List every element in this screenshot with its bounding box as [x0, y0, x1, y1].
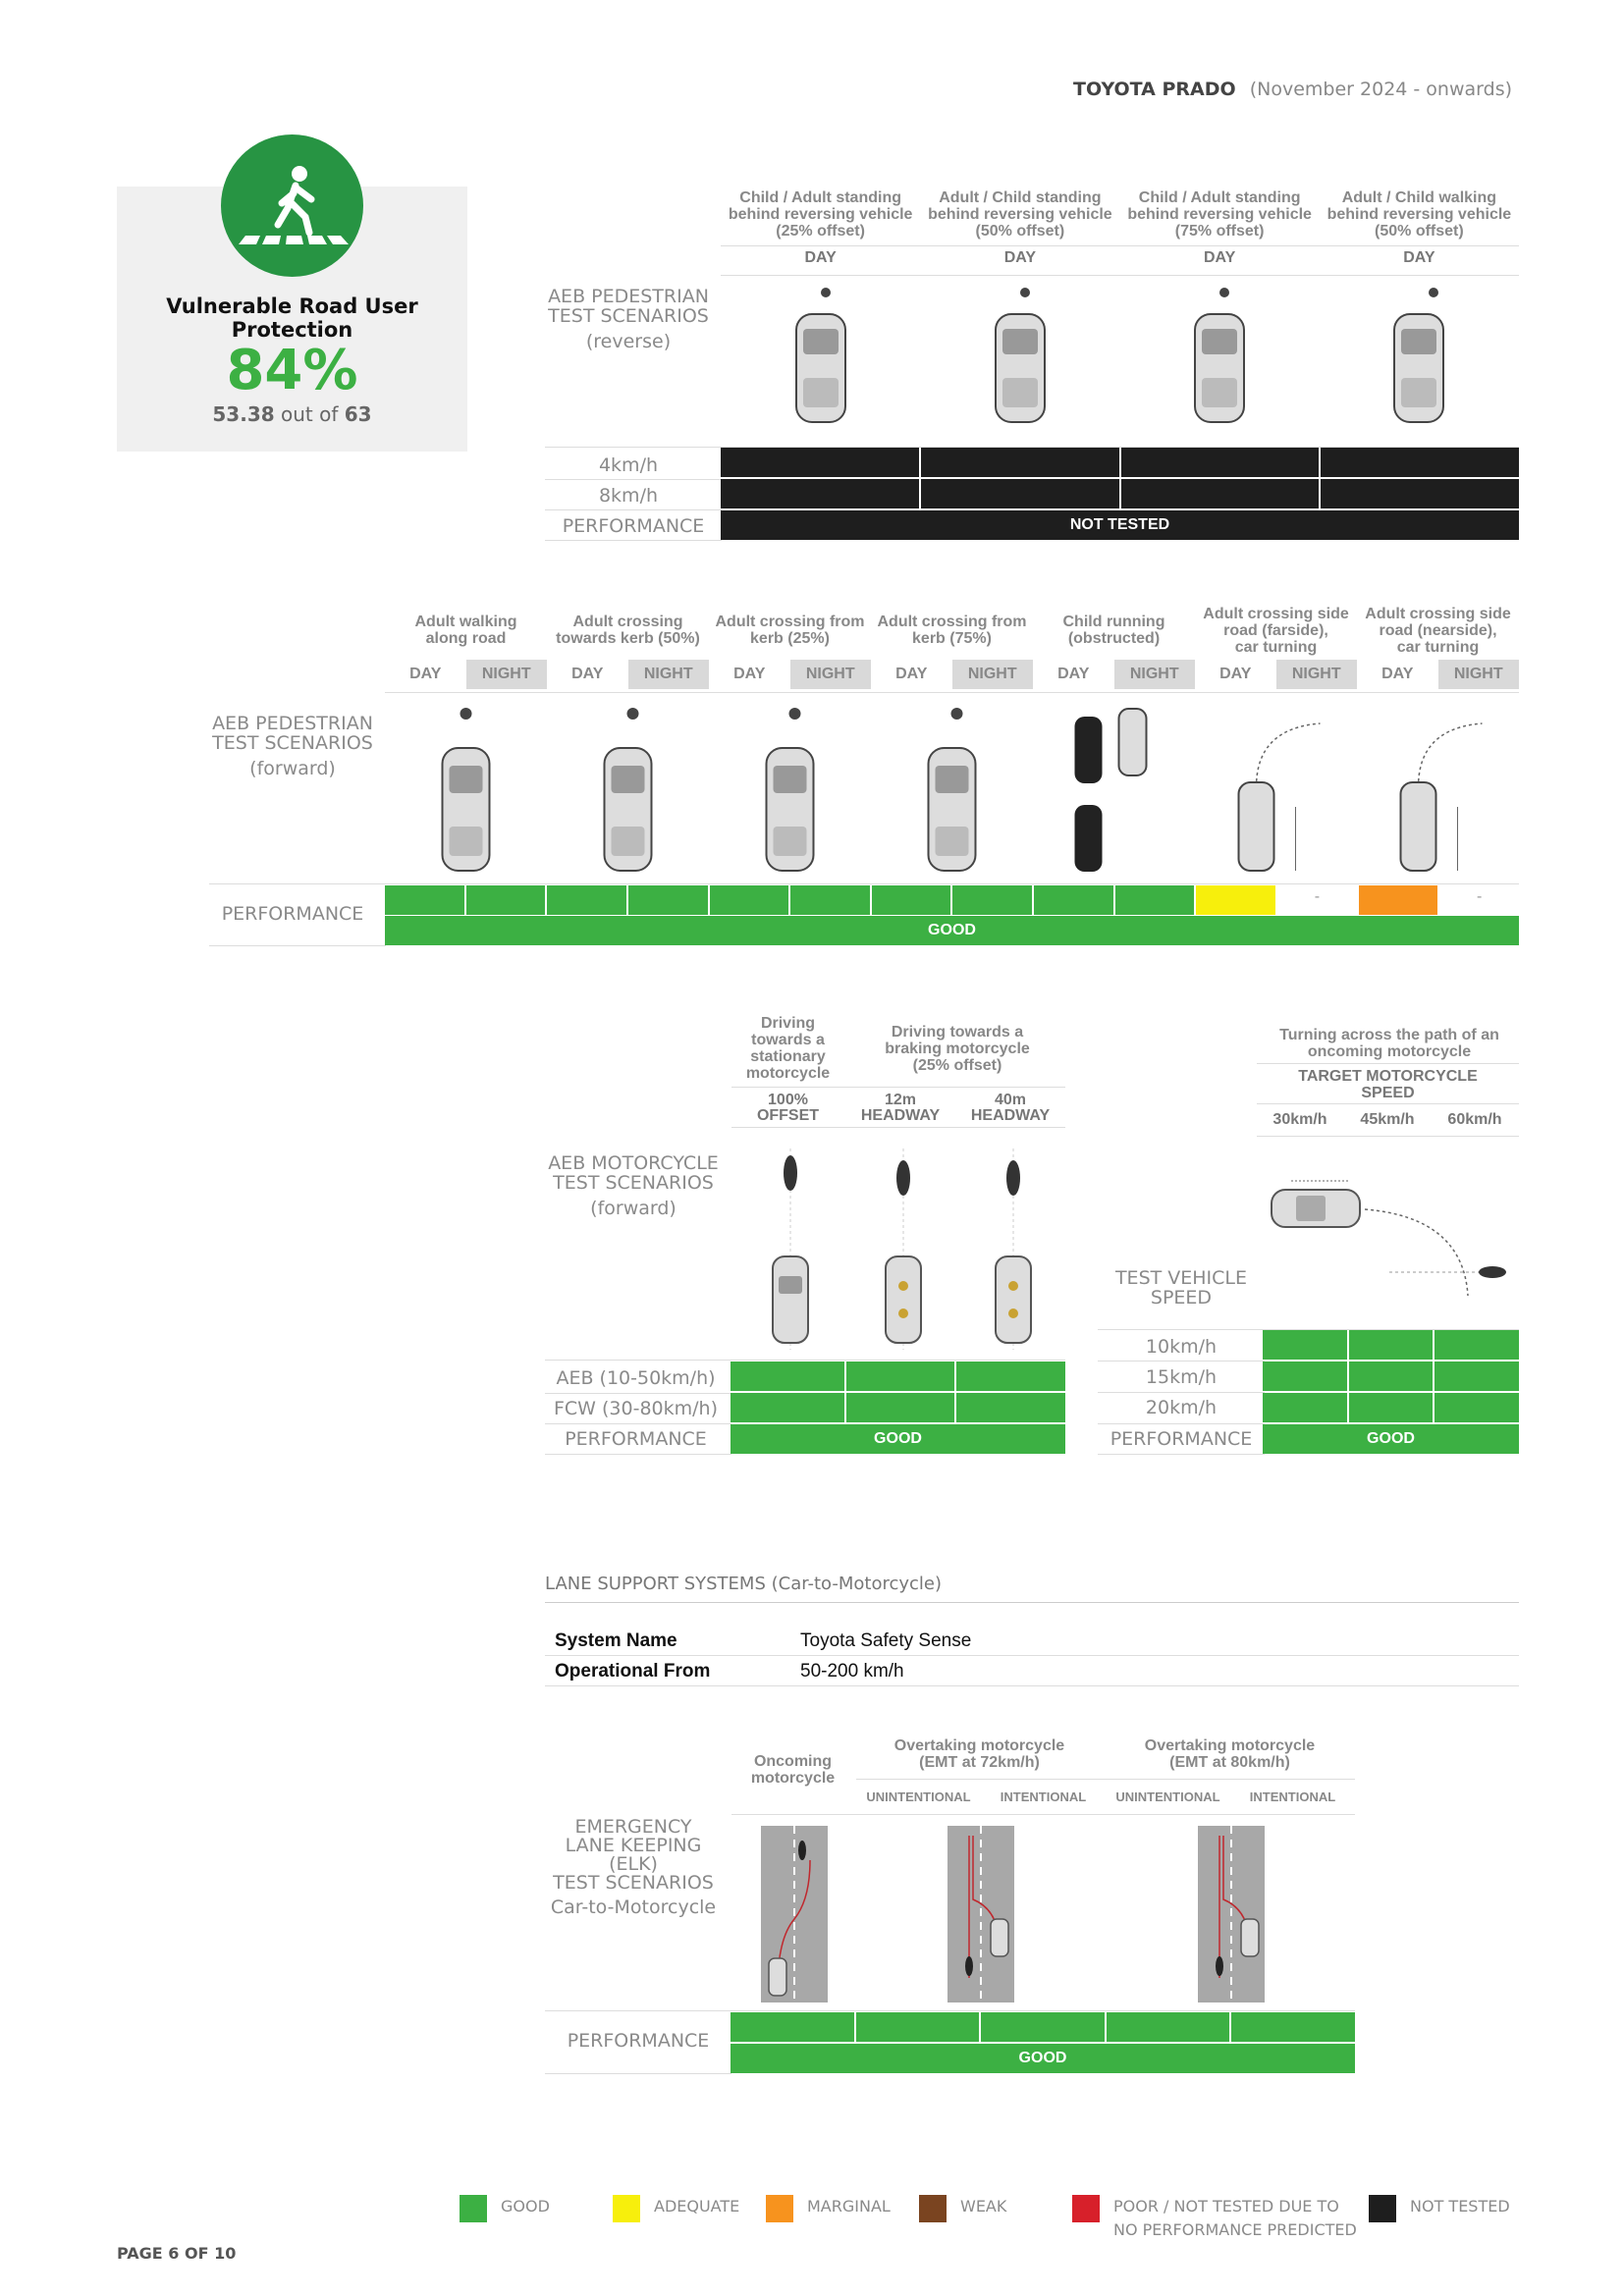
- moto-col-braking: Driving towards a braking motorcycle (25% offset): [885, 1024, 1030, 1074]
- forward-col-header-1: Adult walking along road: [414, 614, 517, 647]
- elk-sub-unintentional-1: UNINTENTIONAL: [866, 1789, 971, 1804]
- forward-daynight-1: [385, 660, 547, 689]
- forward-day-2: DAY: [571, 666, 604, 682]
- elk-sub-intentional-2: INTENTIONAL: [1249, 1789, 1336, 1804]
- moto-fcw-bar: [731, 1393, 1065, 1422]
- moto-braking-12m-graphic: [886, 1148, 921, 1350]
- forward-day-7: DAY: [1381, 666, 1414, 682]
- moto-title-1: AEB MOTORCYCLE: [548, 1152, 719, 1174]
- reverse-col-day-4: DAY: [1403, 249, 1435, 266]
- turning-result: GOOD: [1367, 1430, 1415, 1447]
- forward-night-2: NIGHT: [628, 660, 710, 689]
- forward-night-4: NIGHT: [952, 660, 1034, 689]
- score-out-of: out of: [281, 402, 339, 426]
- legend-weak-label: WEAK: [960, 2197, 1007, 2216]
- page-header: [1073, 79, 1512, 100]
- reverse-title-3: (reverse): [585, 331, 672, 352]
- reverse-row-8kmh: 8km/h: [598, 485, 659, 507]
- turning-20-bar: [1263, 1393, 1519, 1422]
- moto-row-performance: PERFORMANCE: [565, 1428, 707, 1450]
- summary-title: Vulnerable Road User Protection: [166, 294, 418, 342]
- turning-row-performance: PERFORMANCE: [1110, 1428, 1253, 1450]
- forward-night-6: NIGHT: [1276, 660, 1358, 689]
- legend-not-tested-label: NOT TESTED: [1410, 2197, 1510, 2216]
- forward-day-6: DAY: [1219, 666, 1252, 682]
- turning-speed-45: 45km/h: [1360, 1111, 1415, 1128]
- reverse-col-day-3: DAY: [1203, 249, 1236, 266]
- legend-not-tested-swatch: [1369, 2195, 1396, 2222]
- legend-weak: [919, 2195, 1006, 2222]
- turning-speed-30: 30km/h: [1272, 1111, 1327, 1128]
- moto-sub-3: 40m HEADWAY: [970, 1092, 1051, 1124]
- reverse-row-performance: PERFORMANCE: [562, 515, 705, 537]
- elk-sub-row: [856, 1789, 1355, 1804]
- forward-cell-14: -: [1439, 885, 1519, 915]
- reverse-col-day-1: DAY: [804, 249, 837, 266]
- moto-row-fcw: FCW (30-80km/h): [553, 1398, 718, 1419]
- forward-cell-8: [952, 885, 1034, 915]
- reverse-row-4kmh: 4km/h: [598, 454, 659, 476]
- forward-daynight-5: [1033, 660, 1195, 689]
- forward-cell-11: [1196, 885, 1277, 915]
- summary-score: [117, 402, 467, 426]
- lss-title: LANE SUPPORT SYSTEMS (Car-to-Motorcycle): [545, 1574, 943, 1594]
- pedestrian-badge: [221, 134, 363, 277]
- moto-title-2: TEST SCENARIOS: [553, 1172, 714, 1194]
- turning-15-bar: [1263, 1362, 1519, 1391]
- forward-cell-5: [710, 885, 791, 915]
- forward-cell-1: [385, 885, 466, 915]
- legend-poor: [1072, 2195, 1357, 2242]
- legend-adequate-label: ADEQUATE: [654, 2197, 740, 2216]
- forward-col-header-7: Adult crossing side road (nearside), car turning: [1365, 606, 1511, 656]
- forward-daynight-6: [1195, 660, 1357, 689]
- forward-title-2: TEST SCENARIOS: [212, 732, 373, 754]
- forward-day-3: DAY: [733, 666, 766, 682]
- moto-braking-40m-graphic: [996, 1148, 1031, 1350]
- legend-not-tested: [1369, 2195, 1510, 2222]
- elk-oncoming-graphic: [761, 1826, 828, 2002]
- forward-daynight-7: [1357, 660, 1519, 689]
- moto-result: GOOD: [874, 1430, 922, 1447]
- forward-daynight-3: [709, 660, 871, 689]
- elk-col-overtaking-80: Overtaking motorcycle (EMT at 80km/h): [1144, 1737, 1316, 1771]
- lss-system-name-label: System Name: [555, 1630, 677, 1651]
- turning-speed-60: 60km/h: [1447, 1111, 1502, 1128]
- forward-daynight-2: [547, 660, 709, 689]
- forward-col-header-3: Adult crossing from kerb (25%): [715, 614, 865, 647]
- lss-operational-row: [545, 1657, 1519, 1686]
- elk-result: GOOD: [1018, 2050, 1067, 2066]
- lss-operational-label: Operational From: [555, 1661, 711, 1682]
- legend-marginal-swatch: [766, 2195, 793, 2222]
- reverse-car-graphic-2: [981, 280, 1059, 437]
- legend-poor-swatch: [1072, 2195, 1100, 2222]
- forward-car-graphic-4: [871, 699, 1033, 876]
- elk-col-overtaking-72: Overtaking motorcycle (EMT at 72km/h): [893, 1737, 1065, 1771]
- legend-poor-label: POOR / NOT TESTED DUE TO NO PERFORMANCE PREDICTED: [1113, 2197, 1357, 2239]
- forward-day-5: DAY: [1057, 666, 1090, 682]
- score-value: 53.38: [212, 402, 275, 426]
- elk-col-oncoming: Oncoming motorcycle: [750, 1753, 836, 1787]
- forward-car-graphic-5: [1033, 699, 1195, 876]
- legend-good-swatch: [460, 2195, 487, 2222]
- forward-car-graphic-7: [1357, 699, 1519, 876]
- forward-row-performance: PERFORMANCE: [221, 903, 364, 925]
- moto-scenario-graphics: [731, 1139, 1065, 1355]
- reverse-col-header-2: Adult / Child standing behind reversing vehicle (50% offset): [928, 189, 1112, 240]
- legend-good: [460, 2195, 550, 2222]
- legend-good-label: GOOD: [501, 2197, 550, 2216]
- lss-operational-value: 50-200 km/h: [800, 1661, 904, 1682]
- forward-col-header-6: Adult crossing side road (farside), car turning: [1203, 606, 1349, 656]
- forward-car-graphic-2: [547, 699, 709, 876]
- moto-row-aeb: AEB (10-50km/h): [556, 1367, 716, 1389]
- forward-section-title: [209, 714, 376, 778]
- lss-system-name-row: [545, 1627, 1519, 1656]
- forward-night-7: NIGHT: [1438, 660, 1520, 689]
- forward-night-1: NIGHT: [466, 660, 548, 689]
- moto-aeb-bar: [731, 1362, 1065, 1391]
- reverse-col-header-3: Child / Adult standing behind reversing vehicle (75% offset): [1127, 189, 1312, 240]
- moto-title-3: (forward): [590, 1198, 677, 1219]
- forward-cell-12: -: [1277, 885, 1359, 915]
- lss-system-name-value: Toyota Safety Sense: [800, 1630, 972, 1651]
- reverse-car-graphic-4: [1380, 280, 1458, 437]
- turning-header: Turning across the path of an oncoming motorcycle: [1279, 1027, 1499, 1060]
- forward-cell-10: [1115, 885, 1197, 915]
- forward-title-1: AEB PEDESTRIAN: [212, 713, 373, 734]
- forward-car-graphic-6: [1195, 699, 1357, 876]
- pedestrian-crossing-icon: [221, 134, 363, 277]
- turning-row-10: 10km/h: [1145, 1336, 1218, 1358]
- page-number: PAGE 6 OF 10: [117, 2244, 237, 2263]
- reverse-car-graphic-3: [1180, 280, 1259, 437]
- reverse-title-1: AEB PEDESTRIAN: [548, 286, 709, 307]
- turning-target-speed: TARGET MOTORCYCLE SPEED: [1298, 1068, 1478, 1101]
- reverse-col-day-2: DAY: [1003, 249, 1037, 266]
- forward-cell-4: [628, 885, 710, 915]
- legend-marginal-label: MARGINAL: [807, 2197, 891, 2216]
- forward-col-header-4: Adult crossing from kerb (75%): [877, 614, 1027, 647]
- forward-title-3: (forward): [249, 758, 336, 779]
- vehicle-model: TOYOTA PRADO: [1073, 79, 1236, 100]
- forward-day-4: DAY: [895, 666, 928, 682]
- forward-result: GOOD: [928, 922, 976, 938]
- moto-sub-1: 100% OFFSET: [756, 1092, 820, 1124]
- forward-car-graphic-1: [385, 699, 547, 876]
- moto-sub-2: 12m HEADWAY: [860, 1092, 941, 1124]
- elk-section-title: EMERGENCY LANE KEEPING (ELK) TEST SCENARIOS Car-to-Motorcycle: [550, 1816, 717, 1918]
- forward-cell-3: [547, 885, 628, 915]
- legend-adequate-swatch: [613, 2195, 640, 2222]
- turning-row-20: 20km/h: [1145, 1397, 1218, 1418]
- elk-cells-bar: [731, 2012, 1355, 2042]
- moto-section-title: [545, 1153, 722, 1218]
- elk-row-performance: PERFORMANCE: [567, 2030, 710, 2052]
- elk-overtaking-80-graphic: [1198, 1826, 1265, 2002]
- reverse-result: NOT TESTED: [1069, 516, 1170, 533]
- elk-overtaking-72-graphic: [947, 1826, 1014, 2002]
- legend-marginal: [766, 2195, 891, 2222]
- turning-10-bar: [1263, 1330, 1519, 1360]
- forward-cell-6: [790, 885, 872, 915]
- forward-day-1: DAY: [409, 666, 442, 682]
- forward-cell-2: [466, 885, 548, 915]
- reverse-title-2: TEST SCENARIOS: [548, 305, 709, 327]
- legend-adequate: [613, 2195, 739, 2222]
- forward-cell-13: [1359, 885, 1440, 915]
- moto-stationary-graphic: [773, 1148, 808, 1350]
- forward-daynight-4: [871, 660, 1033, 689]
- forward-col-header-2: Adult crossing towards kerb (50%): [556, 614, 700, 647]
- reverse-col-header-1: Child / Adult standing behind reversing vehicle (25% offset): [728, 189, 913, 240]
- turning-graphic: [1257, 1168, 1522, 1306]
- forward-cell-7: [872, 885, 953, 915]
- forward-cell-9: [1034, 885, 1115, 915]
- reverse-8kmh-bar: [721, 479, 1519, 508]
- forward-car-graphic-3: [709, 699, 871, 876]
- moto-col-stationary: Driving towards a stationary motorcycle: [745, 1015, 831, 1082]
- reverse-section-title: [545, 287, 712, 351]
- vehicle-period: (November 2024 - onwards): [1249, 79, 1512, 100]
- reverse-car-graphic-1: [782, 280, 860, 437]
- reverse-4kmh-bar: [721, 448, 1519, 477]
- forward-col-header-5: Child running (obstructed): [1062, 614, 1165, 647]
- score-max: 63: [344, 402, 372, 426]
- forward-night-3: NIGHT: [790, 660, 872, 689]
- elk-sub-unintentional-2: UNINTENTIONAL: [1115, 1789, 1220, 1804]
- legend-weak-swatch: [919, 2195, 947, 2222]
- test-vehicle-speed-label: TEST VEHICLE SPEED: [1114, 1267, 1248, 1308]
- turning-row-15: 15km/h: [1145, 1366, 1218, 1388]
- summary-percent: 84%: [226, 339, 358, 402]
- elk-sub-intentional-1: INTENTIONAL: [1000, 1789, 1087, 1804]
- elk-graphics: [731, 1821, 1360, 2007]
- forward-cells-bar: [385, 885, 1519, 915]
- forward-night-5: NIGHT: [1114, 660, 1196, 689]
- reverse-col-header-4: Adult / Child walking behind reversing vehicle (50% offset): [1326, 189, 1512, 240]
